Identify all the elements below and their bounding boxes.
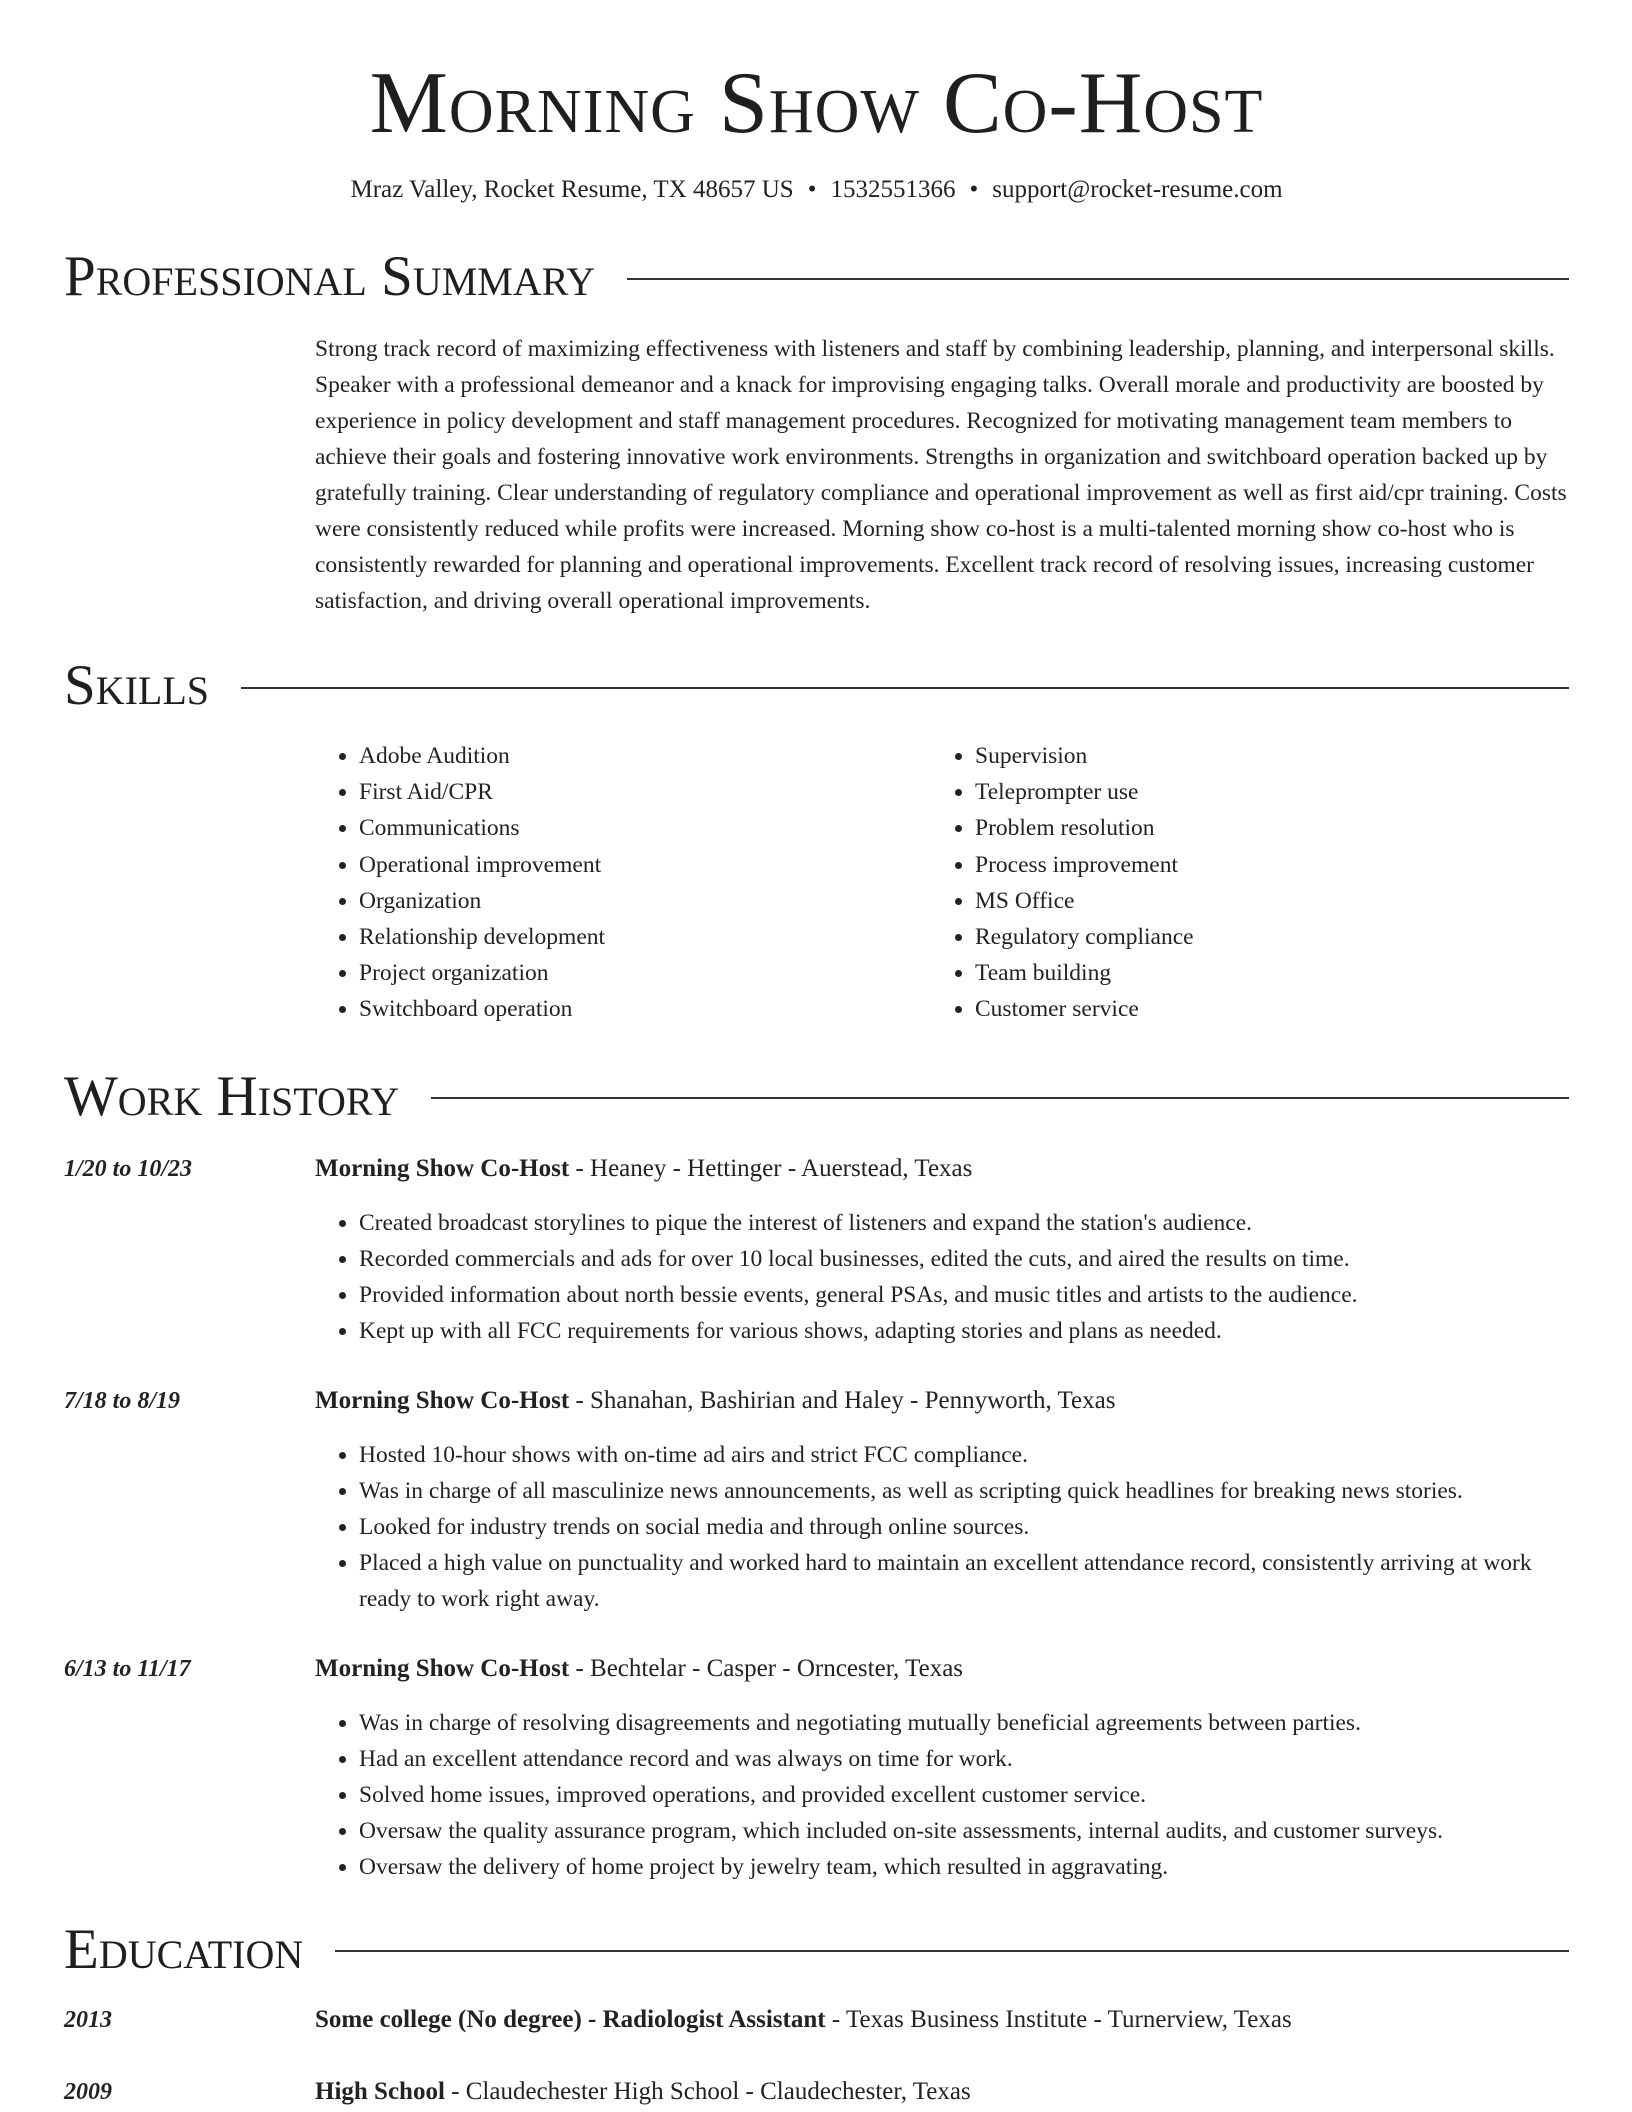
education-entry: [64, 2074, 1569, 2110]
skill-item: • Project organization: [359, 955, 934, 991]
job-bullet: • Oversaw the quality assurance program, which included on-site assessments, internal audits, and customer surveys.: [359, 1813, 1569, 1849]
section-divider: [241, 687, 1569, 689]
job-bullet: • Recorded commercials and ads for over 10 local businesses, edited the cuts, and aired the results on time.: [359, 1241, 1569, 1277]
education-details: [315, 2074, 1569, 2110]
job-bullet: • Looked for industry trends on social media and through online sources.: [359, 1509, 1569, 1545]
skill-item: • Customer service: [975, 991, 1550, 1027]
job-employer: - Heaney - Hettinger - Auerstead, Texas: [569, 1154, 973, 1182]
summary-section-title: Professional Summary: [64, 245, 596, 308]
skills-column-right: [934, 738, 1550, 1028]
job-entry: [64, 1383, 1569, 1617]
job-details: [315, 1151, 1569, 1349]
skills-section-header: [64, 654, 1569, 717]
job-details: [315, 1383, 1569, 1617]
skill-item: • MS Office: [975, 883, 1550, 919]
skills-list: [315, 738, 1569, 1028]
skill-item: • Communications: [359, 810, 934, 846]
work-section-title: Work History: [64, 1064, 400, 1128]
education-section-header: [64, 1917, 1569, 1981]
skill-item: • Organization: [359, 883, 934, 919]
section-divider: [335, 1950, 1569, 1952]
skills-section-title: Skills: [64, 654, 210, 717]
education-details: [315, 2002, 1569, 2038]
job-heading: [315, 1383, 1569, 1419]
education-entry: [64, 2002, 1569, 2038]
job-heading: [315, 1651, 1569, 1687]
job-entry: [64, 1651, 1569, 1885]
skill-item: • Supervision: [975, 738, 1550, 774]
job-bullets: [315, 1205, 1569, 1349]
skill-item: • Switchboard operation: [359, 991, 934, 1027]
job-bullet: • Hosted 10-hour shows with on-time ad airs and strict FCC compliance.: [359, 1437, 1569, 1473]
contact-separator: •: [807, 176, 817, 203]
contact-separator: •: [969, 176, 979, 203]
resume-page: [64, 0, 1569, 2110]
education-degree: High School: [315, 2077, 445, 2105]
job-bullet: • Was in charge of resolving disagreements and negotiating mutually beneficial agreements between parties.: [359, 1705, 1569, 1741]
contact-phone: 1532551366: [830, 176, 956, 203]
skill-item: • Process improvement: [975, 847, 1550, 883]
skill-item: • Team building: [975, 955, 1550, 991]
job-dates: 7/18 to 8/19: [64, 1387, 181, 1414]
skill-item: • Regulatory compliance: [975, 919, 1550, 955]
education-school: - Texas Business Institute - Turnerview, Texas: [825, 2005, 1292, 2033]
job-dates: 1/20 to 10/23: [64, 1155, 193, 1182]
candidate-name: Morning Show Co-Host: [369, 55, 1264, 152]
job-bullet: • Placed a high value on punctuality and worked hard to maintain an excellent attendance record, consistently arriving at work ready to work right away.: [359, 1545, 1569, 1617]
job-employer: - Shanahan, Bashirian and Haley - Pennyworth, Texas: [569, 1386, 1116, 1414]
job-bullet: • Had an excellent attendance record and was always on time for work.: [359, 1741, 1569, 1777]
job-bullet: • Was in charge of all masculinize news announcements, as well as scripting quick headlines for breaking news stories.: [359, 1473, 1569, 1509]
job-bullet: • Oversaw the delivery of home project by jewelry team, which resulted in aggravating.: [359, 1849, 1569, 1885]
summary-section-header: [64, 245, 1569, 308]
skill-item: • First Aid/CPR: [359, 774, 934, 810]
summary-text: Strong track record of maximizing effectiveness with listeners and staff by combining leadership, planning, and interpersonal skills. Speaker with a professional demeanor and a knack for improvising engaging talks. Overall morale and productivity are boosted by experience in policy development and staff management procedures. Recognized for motivating management team members to achieve their goals and fostering innovative work environments. Strengths in organization and switchboard operation backed up by gratefully training. Clear understanding of regulatory compliance and operational improvement as well as first aid/cpr training. Costs were consistently reduced while profits were increased. Morning show co-host is a multi-talented morning show co-host who is consistently rewarded for planning and operational improvements. Excellent track record of resolving issues, increasing customer satisfaction, and driving overall operational improvements.: [315, 336, 1567, 614]
education-school: - Claudechester High School - Claudechester, Texas: [444, 2077, 971, 2105]
job-dates: 6/13 to 11/17: [64, 1655, 191, 1682]
job-role: Morning Show Co-Host: [315, 1654, 570, 1682]
section-divider: [627, 278, 1569, 280]
contact-email: support@rocket-resume.com: [992, 176, 1283, 203]
job-role: Morning Show Co-Host: [315, 1386, 570, 1414]
skill-item: • Operational improvement: [359, 847, 934, 883]
job-bullet: • Kept up with all FCC requirements for various shows, adapting stories and plans as needed.: [359, 1313, 1569, 1349]
skill-item: • Problem resolution: [975, 810, 1550, 846]
job-bullet: • Solved home issues, improved operations, and provided excellent customer service.: [359, 1777, 1569, 1813]
skill-item: • Relationship development: [359, 919, 934, 955]
job-bullets: [315, 1437, 1569, 1617]
contact-address: Mraz Valley, Rocket Resume, TX 48657 US: [350, 176, 794, 203]
job-bullet: • Created broadcast storylines to pique the interest of listeners and expand the station's audience.: [359, 1205, 1569, 1241]
education-section-title: Education: [64, 1917, 304, 1981]
education-degree: Some college (No degree) - Radiologist Assistant: [315, 2005, 826, 2033]
job-employer: - Bechtelar - Casper - Orncester, Texas: [569, 1654, 964, 1682]
skill-item: • Adobe Audition: [359, 738, 934, 774]
skill-item: • Teleprompter use: [975, 774, 1550, 810]
section-divider: [431, 1097, 1569, 1099]
work-section-header: [64, 1064, 1569, 1128]
job-role: Morning Show Co-Host: [315, 1154, 570, 1182]
skills-column-left: [315, 738, 934, 1028]
job-bullet: • Provided information about north bessie events, general PSAs, and music titles and artists to the audience.: [359, 1277, 1569, 1313]
job-details: [315, 1651, 1569, 1885]
job-heading: [315, 1151, 1569, 1187]
contact-line: [64, 176, 1569, 204]
job-entry: [64, 1151, 1569, 1349]
job-bullets: [315, 1705, 1569, 1885]
education-year: 2009: [64, 2078, 112, 2105]
education-year: 2013: [64, 2006, 112, 2033]
